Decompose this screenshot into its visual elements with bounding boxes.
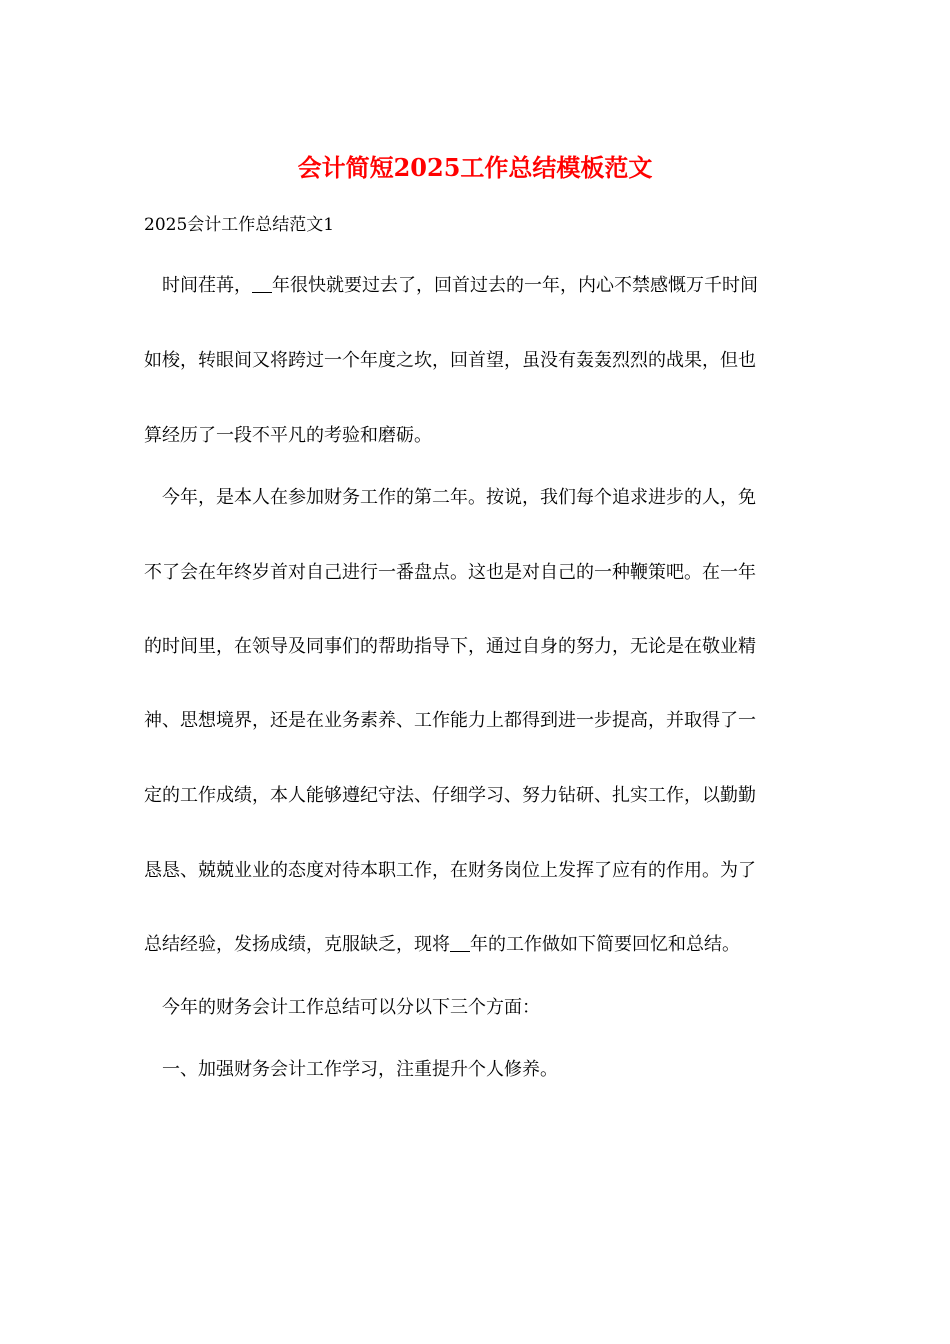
document-title: 会计简短2025工作总结模板范文	[297, 153, 653, 182]
paragraph-line: 如梭，转眼间又将跨过一个年度之坎，回首望，虽没有轰轰烈烈的战果，但也	[144, 350, 756, 371]
paragraph-line: 定的工作成绩，本人能够遵纪守法、仔细学习、努力钻研、扎实工作，以勤勤	[144, 785, 756, 806]
paragraph-line: 神、思想境界，还是在业务素养、工作能力上都得到进一步提高，并取得了一	[144, 710, 756, 731]
paragraph-line: 恳恳、兢兢业业的态度对待本职工作，在财务岗位上发挥了应有的作用。为了	[144, 860, 756, 881]
line-text: 时间荏苒，	[162, 275, 252, 296]
paragraph-line: 今年的财务会计工作总结可以分以下三个方面：	[162, 997, 540, 1018]
paragraph-line: 算经历了一段不平凡的考验和磨砺。	[144, 425, 432, 446]
line-text: 年很快就要过去了，回首过去的一年，内心不禁感慨万千时间	[272, 275, 758, 296]
fill-blank	[450, 933, 470, 952]
paragraph-line	[144, 930, 796, 960]
line-text: 总结经验，发扬成绩，克服缺乏，现将	[144, 934, 450, 955]
fill-blank	[252, 274, 272, 293]
paragraph-line: 的时间里，在领导及同事们的帮助指导下，通过自身的努力，无论是在敬业精	[144, 636, 756, 657]
paragraph-line: 今年，是本人在参加财务工作的第二年。按说，我们每个追求进步的人，免	[162, 487, 756, 508]
section-heading: 一、加强财务会计工作学习，注重提升个人修养。	[162, 1059, 558, 1080]
line-text: 年的工作做如下简要回忆和总结。	[470, 934, 740, 955]
section-subtitle: 2025会计工作总结范文1	[144, 215, 335, 235]
paragraph-line: 不了会在年终岁首对自己进行一番盘点。这也是对自己的一种鞭策吧。在一年	[144, 562, 756, 583]
paragraph-line	[162, 271, 796, 301]
